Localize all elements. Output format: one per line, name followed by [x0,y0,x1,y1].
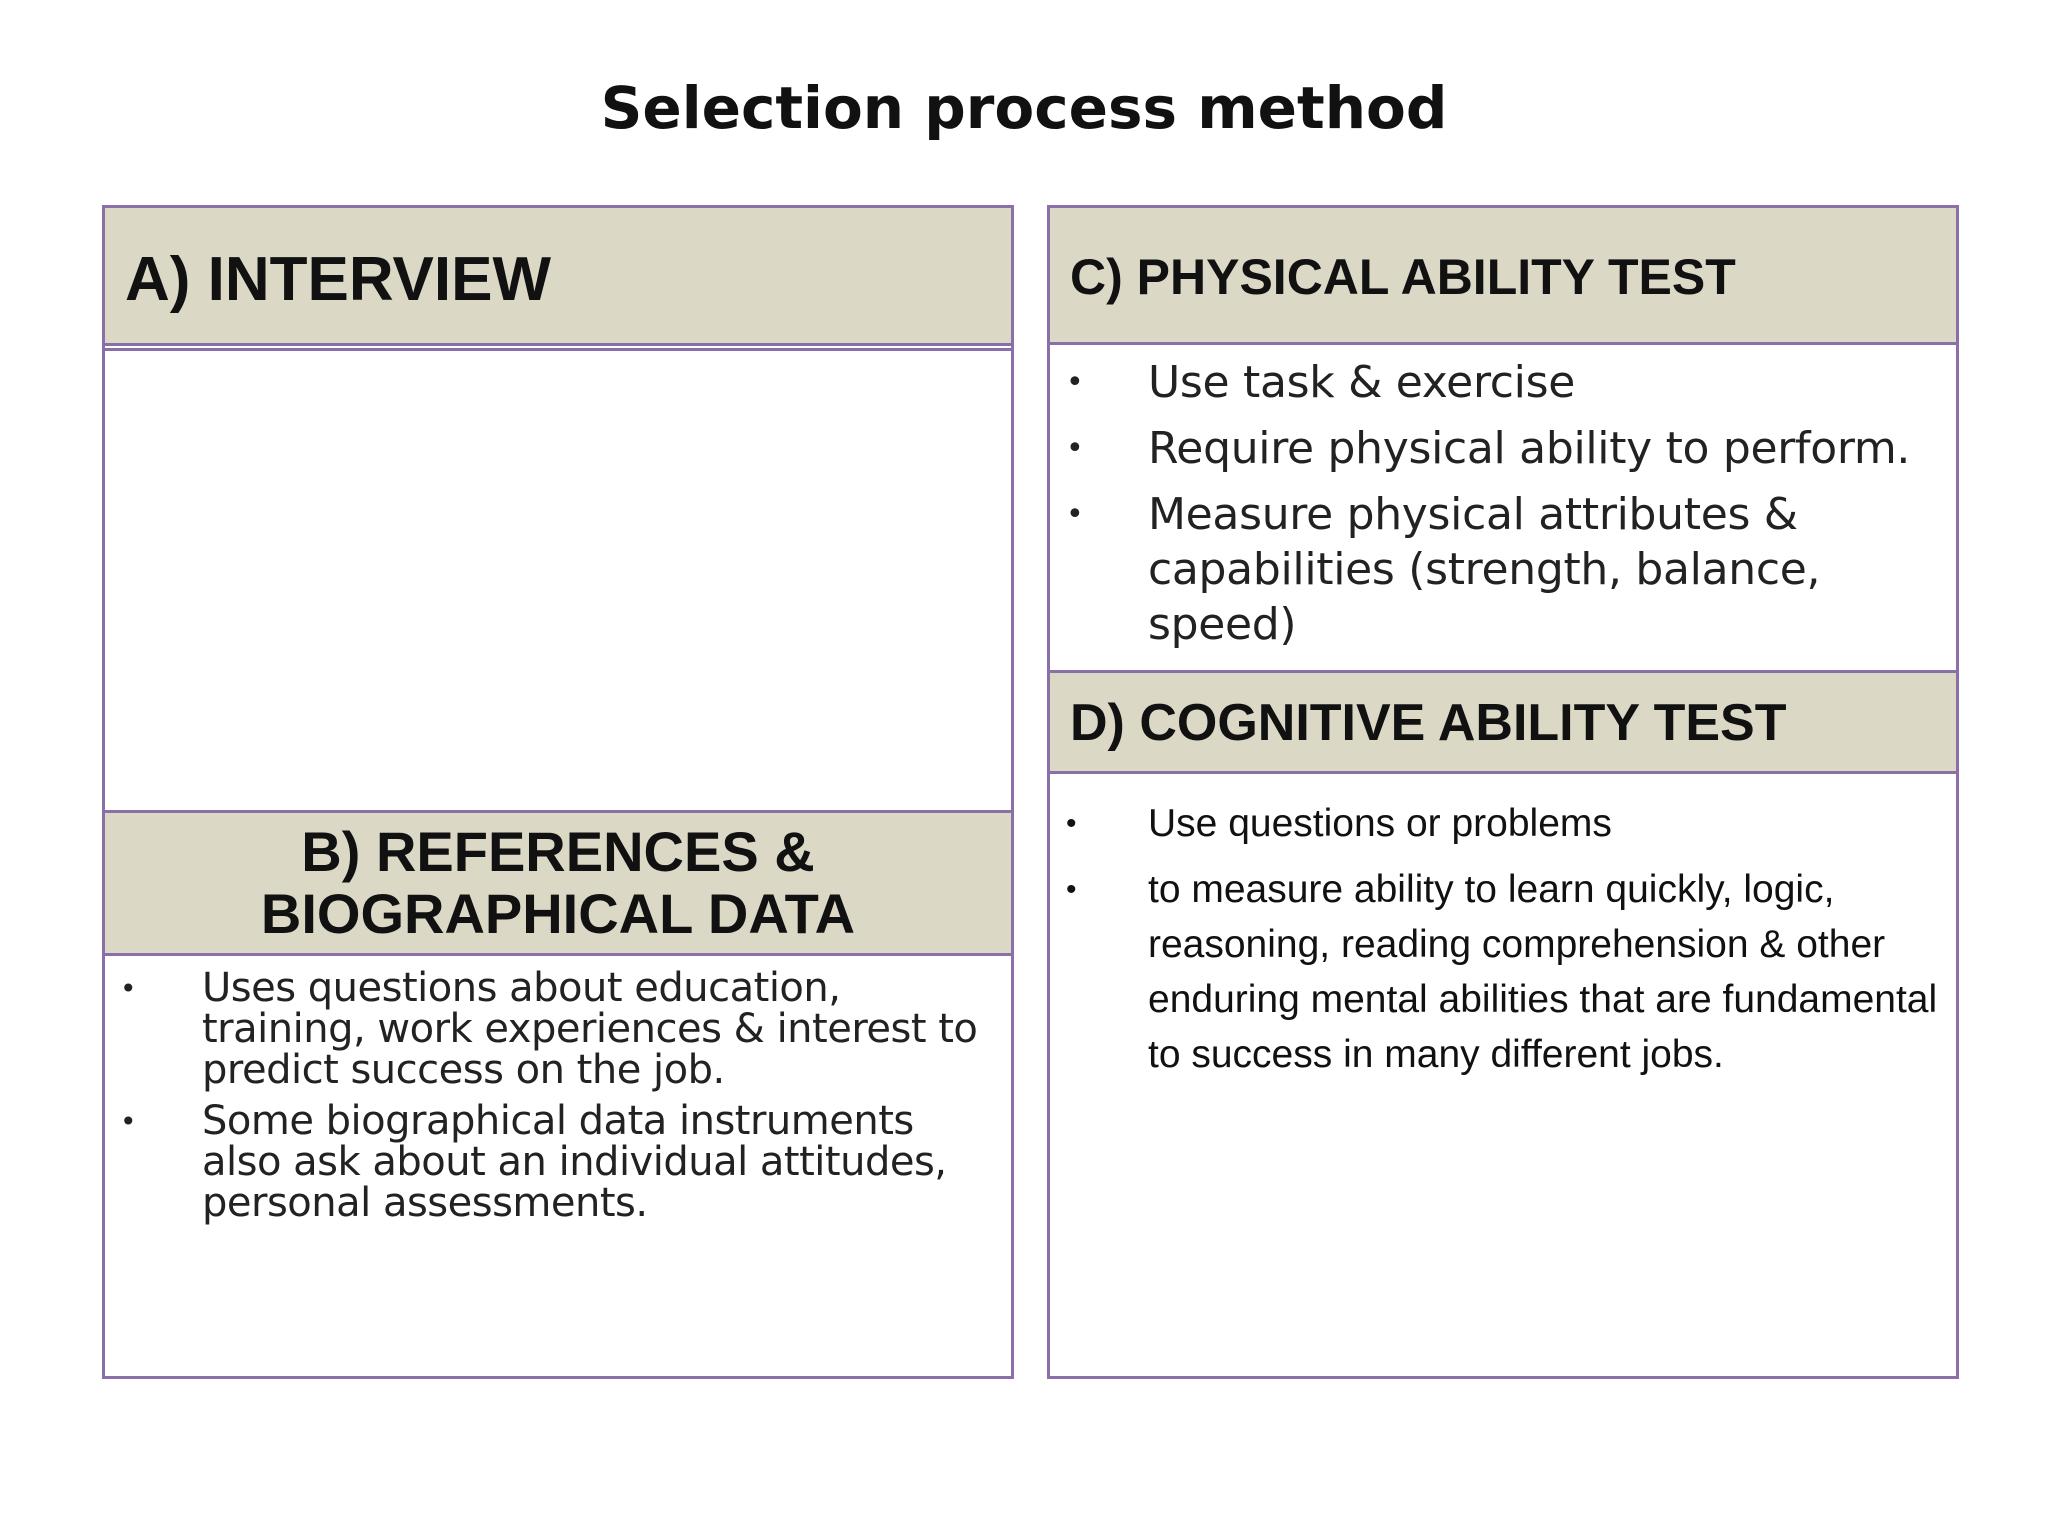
section-c-heading: C) PHYSICAL ABILITY TEST [1070,249,1736,305]
list-item: • to measure ability to learn quickly, logic, reasoning, reading comprehension & other enduring mental abilities that are fundamental to success in many different jobs. [1050,862,1950,1082]
section-a-divider [102,348,1014,351]
section-b-list [104,965,1004,1226]
list-item: • Use task & exercise [1066,357,1575,408]
list-item: • Require physical ability to perform. [1066,423,1911,474]
list-item: • Use questions or problems [1050,796,1950,851]
bullet-icon: • [1066,497,1084,532]
section-a-heading: A) INTERVIEW [125,245,551,314]
bullet-icon: • [120,972,137,1005]
bullet-icon: • [1066,807,1077,840]
section-d-list [1050,796,1950,1082]
list-item: • Some biographical data instruments also ask about an individual attitudes, personal assessments. [120,1098,947,1226]
section-b-header [102,810,1014,956]
section-c-list [1050,355,1950,652]
list-item: • Measure physical attributes & capabilities (strength, balance, speed) [1066,489,1821,650]
bullet-icon: • [1066,365,1084,400]
section-d-heading: D) COGNITIVE ABILITY TEST [1070,694,1787,752]
bullet-icon: • [1066,431,1084,466]
bullet-icon: • [1066,873,1077,906]
section-a-header [102,205,1014,346]
bullet-icon: • [120,1105,137,1138]
section-d-header [1047,670,1959,774]
section-c-header [1047,205,1959,345]
list-item: • Uses questions about education, training, work experiences & interest to predict success on the job. [120,965,978,1093]
section-b-heading: B) REFERENCES & BIOGRAPHICAL DATA [260,820,856,945]
page-title: Selection process method [600,74,1448,142]
